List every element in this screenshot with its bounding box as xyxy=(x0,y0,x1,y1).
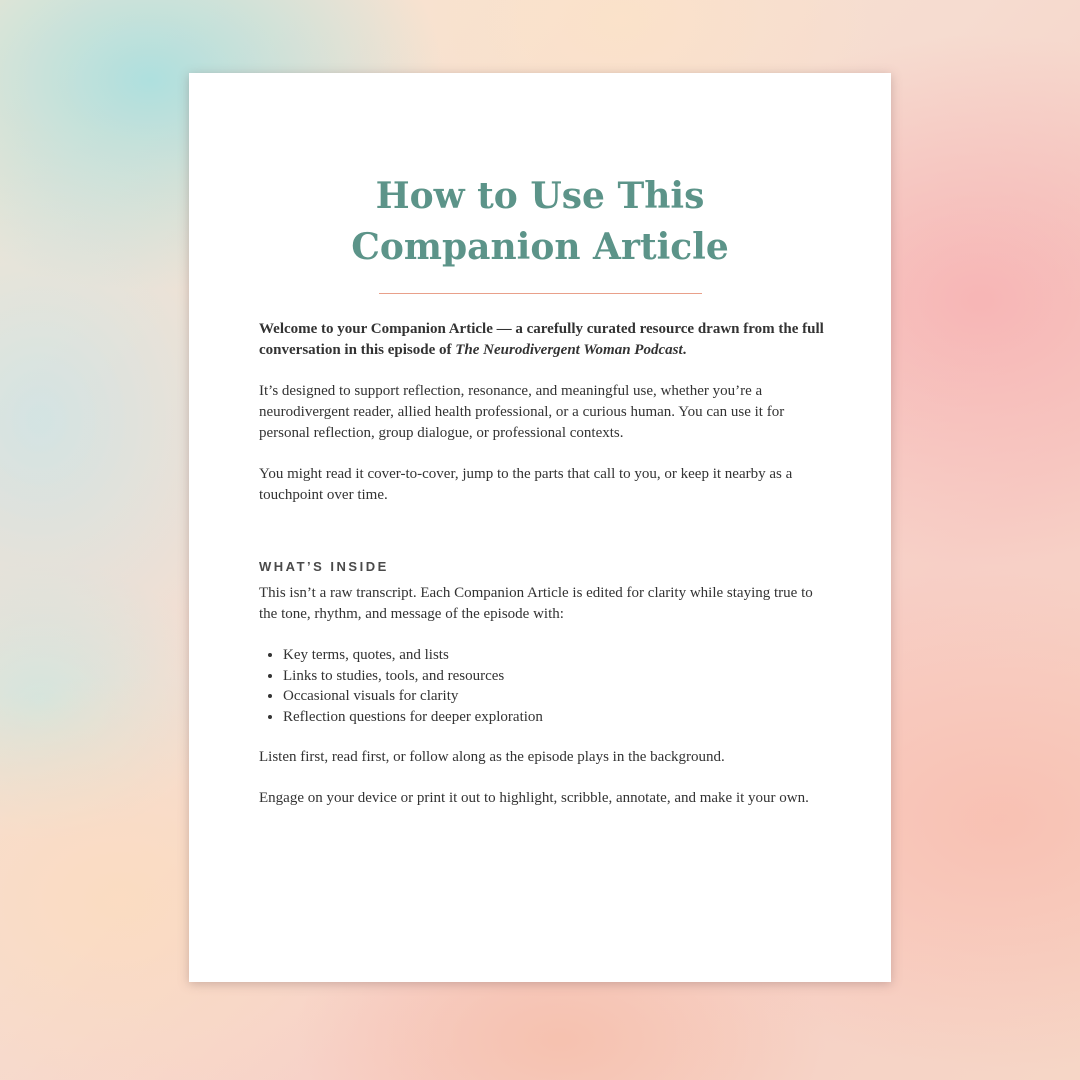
podcast-name: The Neurodivergent Woman Podcast xyxy=(455,342,683,358)
features-list xyxy=(259,645,824,727)
list-item: • Links to studies, tools, and resources xyxy=(283,666,824,687)
paragraph-engage: Engage on your device or print it out to highlight, scribble, annotate, and make it your own. xyxy=(259,790,809,806)
paragraph-reading-options: You might read it cover-to-cover, jump to the parts that call to you, or keep it nearby as a touchpoint over time. xyxy=(259,466,793,503)
intro-period: . xyxy=(682,342,687,358)
paragraph-purpose: It’s designed to support reflection, resonance, and meaningful use, whether you’re a neurodivergent reader, allied health professional, or a curious human. You can use it for personal reflection, group dialogue, or professional contexts. xyxy=(259,383,785,441)
section-intro: This isn’t a raw transcript. Each Companion Article is edited for clarity while staying true to the tone, rhythm, and message of the episode with: xyxy=(259,585,813,622)
paragraph-listen: Listen first, read first, or follow along as the episode plays in the background. xyxy=(259,749,725,765)
list-item: • Reflection questions for deeper exploration xyxy=(283,707,824,728)
list-item: • Occasional visuals for clarity xyxy=(283,686,824,707)
list-item: • Key terms, quotes, and lists xyxy=(283,645,824,666)
document-page xyxy=(189,73,891,982)
title-line-2: Companion Article xyxy=(351,226,729,268)
title-divider xyxy=(379,293,702,294)
intro-text: Welcome to your Companion Article — a carefully curated resource drawn from the full conversation in this episode of xyxy=(259,321,824,358)
intro-paragraph xyxy=(259,319,824,361)
section-spacer xyxy=(259,526,824,559)
section-heading-whats-inside: WHAT’S INSIDE xyxy=(259,559,389,574)
article-body xyxy=(259,319,824,829)
title-line-1: How to Use This xyxy=(375,175,705,217)
page-title xyxy=(189,171,891,273)
